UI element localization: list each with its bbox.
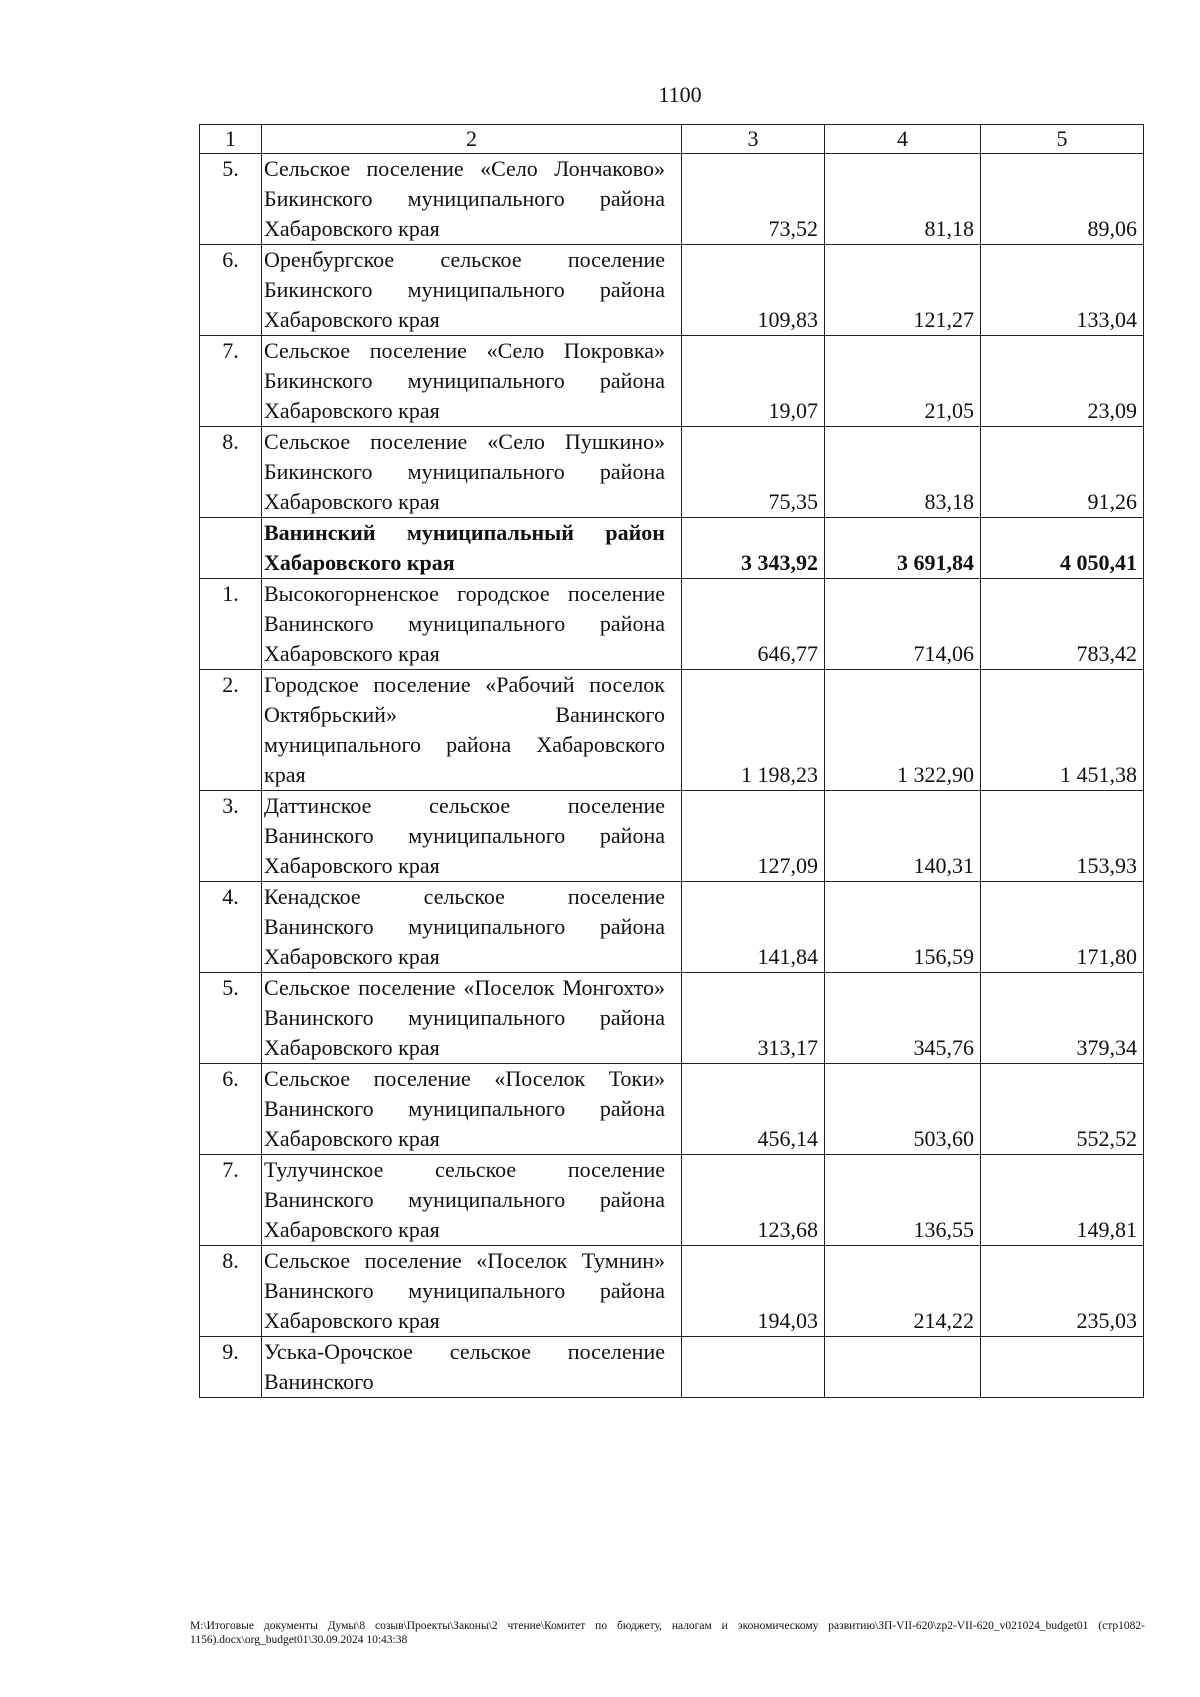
column-header: 5: [981, 125, 1144, 154]
table-body: [200, 154, 1144, 1398]
row-number: 7.: [200, 336, 262, 427]
value-col-5: 4 050,41: [981, 518, 1144, 579]
value-col-4: 714,06: [825, 579, 981, 670]
row-number: 1.: [200, 579, 262, 670]
value-col-4: 136,55: [825, 1155, 981, 1246]
value-col-3: 1 198,23: [682, 670, 825, 791]
table-row: [200, 579, 1144, 670]
settlement-name: Сельское поселение «Поселок Токи» Ванинского муниципального района Хабаровского края: [262, 1064, 682, 1155]
row-number: 7.: [200, 1155, 262, 1246]
table-row: [200, 427, 1144, 518]
table-row: [200, 973, 1144, 1064]
value-col-3: 109,83: [682, 245, 825, 336]
column-header: 3: [682, 125, 825, 154]
table-header-row: [200, 125, 1144, 154]
value-col-3: 75,35: [682, 427, 825, 518]
value-col-5: 23,09: [981, 336, 1144, 427]
settlement-name: Уська-Орочское сельское поселение Ванинского: [262, 1337, 682, 1398]
page-number: 1100: [658, 82, 702, 107]
table-row: [200, 154, 1144, 245]
settlement-name: Сельское поселение «Село Пушкино» Бикинского муниципального района Хабаровского края: [262, 427, 682, 518]
value-col-3: 3 343,92: [682, 518, 825, 579]
value-col-3: 313,17: [682, 973, 825, 1064]
value-col-5: 1 451,38: [981, 670, 1144, 791]
value-col-3: 127,09: [682, 791, 825, 882]
value-col-5: 153,93: [981, 791, 1144, 882]
table-row: [200, 1246, 1144, 1337]
value-col-5: 89,06: [981, 154, 1144, 245]
footer-file-path: M:\Итоговые документы Думы\8 созыв\Проекты\Законы\2 чтение\Комитет по бюджету, налогам и экономическому развитию\ЗП-VII-620\zp2-VII-620_v021024_budget01 (стр1082-1156).docx\org_budget01\30.09.2024 10:43:38: [190, 1620, 1145, 1646]
value-col-3: [682, 1337, 825, 1398]
value-col-4: 21,05: [825, 336, 981, 427]
table-row: [200, 670, 1144, 791]
row-number: 4.: [200, 882, 262, 973]
settlement-name: Ванинский муниципальный район Хабаровского края: [262, 518, 682, 579]
value-col-5: 783,42: [981, 579, 1144, 670]
row-number: 5.: [200, 973, 262, 1064]
row-number: 2.: [200, 670, 262, 791]
value-col-4: 83,18: [825, 427, 981, 518]
value-col-5: 149,81: [981, 1155, 1144, 1246]
value-col-5: 379,34: [981, 973, 1144, 1064]
settlement-name: Сельское поселение «Поселок Монгохто» Ванинского муниципального района Хабаровского края: [262, 973, 682, 1064]
value-col-5: [981, 1337, 1144, 1398]
settlement-name: Оренбургское сельское поселение Бикинского муниципального района Хабаровского края: [262, 245, 682, 336]
settlement-name: Тулучинское сельское поселение Ванинского муниципального района Хабаровского края: [262, 1155, 682, 1246]
value-col-3: 141,84: [682, 882, 825, 973]
value-col-4: [825, 1337, 981, 1398]
value-col-3: 646,77: [682, 579, 825, 670]
value-col-5: 133,04: [981, 245, 1144, 336]
row-number: 8.: [200, 1246, 262, 1337]
table-row: [200, 1337, 1144, 1398]
table-row: [200, 1155, 1144, 1246]
value-col-5: 235,03: [981, 1246, 1144, 1337]
value-col-3: 19,07: [682, 336, 825, 427]
value-col-4: 345,76: [825, 973, 981, 1064]
value-col-5: 171,80: [981, 882, 1144, 973]
settlement-name: Сельское поселение «Село Лончаково» Бикинского муниципального района Хабаровского края: [262, 154, 682, 245]
value-col-3: 123,68: [682, 1155, 825, 1246]
row-number: 6.: [200, 245, 262, 336]
value-col-5: 552,52: [981, 1064, 1144, 1155]
value-col-4: 3 691,84: [825, 518, 981, 579]
value-col-4: 140,31: [825, 791, 981, 882]
value-col-4: 121,27: [825, 245, 981, 336]
value-col-3: 73,52: [682, 154, 825, 245]
settlement-name: Высокогорненское городское поселение Ванинского муниципального района Хабаровского края: [262, 579, 682, 670]
column-header: 1: [200, 125, 262, 154]
column-header: 2: [262, 125, 682, 154]
value-col-5: 91,26: [981, 427, 1144, 518]
value-col-3: 194,03: [682, 1246, 825, 1337]
row-number: 6.: [200, 1064, 262, 1155]
row-number: 9.: [200, 1337, 262, 1398]
budget-table: [199, 124, 1144, 1398]
value-col-3: 456,14: [682, 1064, 825, 1155]
value-col-4: 81,18: [825, 154, 981, 245]
row-number: 3.: [200, 791, 262, 882]
row-number: 8.: [200, 427, 262, 518]
settlement-name: Городское поселение «Рабочий поселок Октябрьский» Ванинского муниципального района Хабаровского края: [262, 670, 682, 791]
table-row: [200, 245, 1144, 336]
table-row: [200, 882, 1144, 973]
settlement-name: Сельское поселение «Село Покровка» Бикинского муниципального района Хабаровского края: [262, 336, 682, 427]
settlement-name: Кенадское сельское поселение Ванинского муниципального района Хабаровского края: [262, 882, 682, 973]
column-header: 4: [825, 125, 981, 154]
table-row: [200, 1064, 1144, 1155]
table-row: [200, 336, 1144, 427]
value-col-4: 503,60: [825, 1064, 981, 1155]
row-number: 5.: [200, 154, 262, 245]
settlement-name: Даттинское сельское поселение Ванинского муниципального района Хабаровского края: [262, 791, 682, 882]
table-row-district-total: [200, 518, 1144, 579]
settlement-name: Сельское поселение «Поселок Тумнин» Ванинского муниципального района Хабаровского края: [262, 1246, 682, 1337]
row-number: [200, 518, 262, 579]
table-row: [200, 791, 1144, 882]
value-col-4: 214,22: [825, 1246, 981, 1337]
value-col-4: 1 322,90: [825, 670, 981, 791]
value-col-4: 156,59: [825, 882, 981, 973]
